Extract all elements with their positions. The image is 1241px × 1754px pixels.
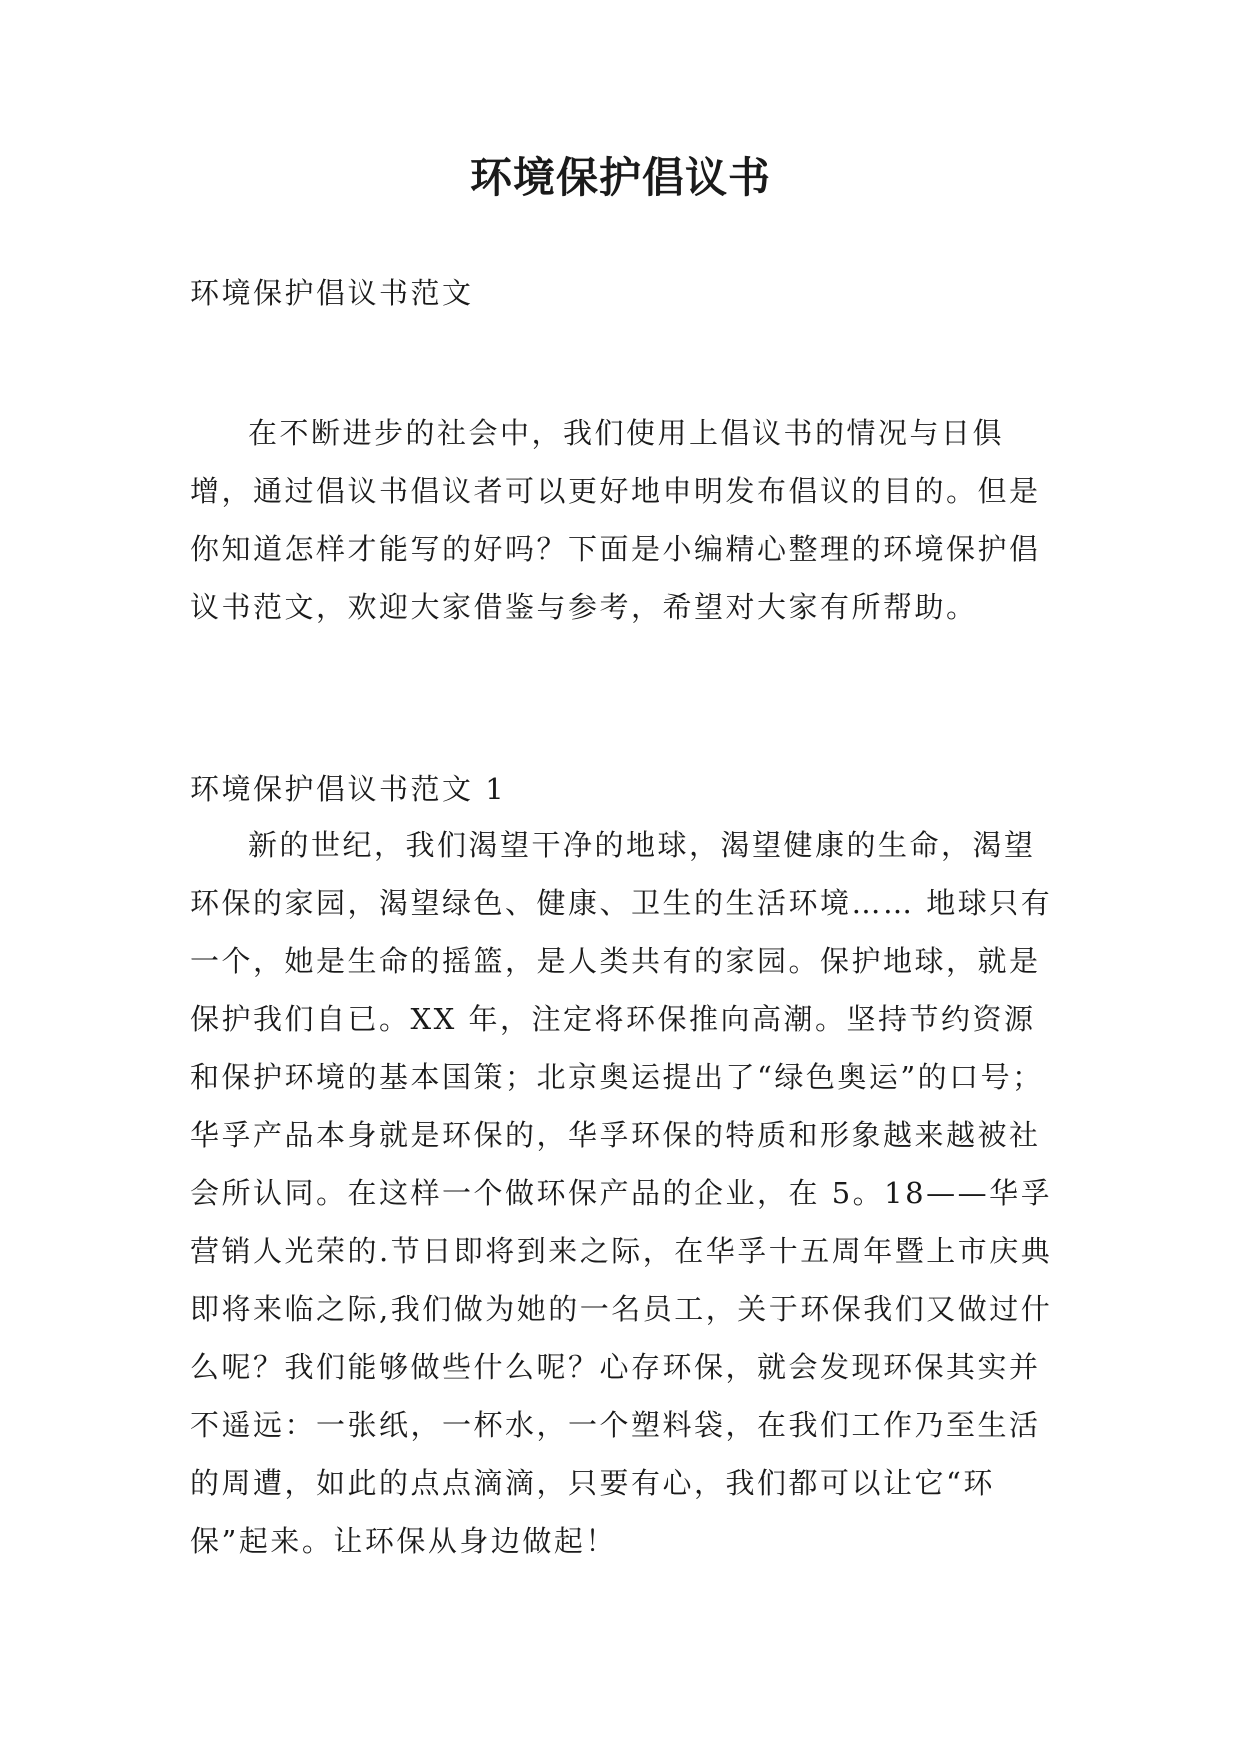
- intro-paragraph: 在不断进步的社会中，我们使用上倡议书的情况与日俱增，通过倡议书倡议者可以更好地申明发布倡议的目的。但是你知道怎样才能写的好吗？下面是小编精心整理的环境保护倡议书范文，欢迎大家借鉴与参考，希望对大家有所帮助。: [190, 416, 1041, 624]
- section-paragraph: 新的世纪，我们渴望干净的地球，渴望健康的生命，渴望环保的家园，渴望绿色、健康、卫生的生活环境…… 地球只有一个，她是生命的摇篮，是人类共有的家园。保护地球，就是保护我们自已。XX 年，注定将环保推向高潮。坚持节约资源和保护环境的基本国策；北京奥运提出了“绿色奥运”的口号；华孚产品本身就是环保的，华孚环保的特质和形象越来越被社会所认同。在这样一个做环保产品的企业，在 5。18——华孚营销人光荣的.节日即将到来之际，在华孚十五周年暨上市庆典即将来临之际,我们做为她的一名员工，关于环保我们又做过什么呢？我们能够做些什么呢？心存环保，就会发现环保其实并不遥远：一张纸，一杯水，一个塑料袋，在我们工作乃至生活的周遭，如此的点点滴滴，只要有心，我们都可以让它“环保”起来。让环保从身边做起！: [190, 828, 1053, 1558]
- document-title: 环境保护倡议书: [469, 153, 771, 202]
- section-heading: 环境保护倡议书范文 1: [190, 772, 507, 806]
- document-subtitle: 环境保护倡议书范文: [190, 276, 474, 310]
